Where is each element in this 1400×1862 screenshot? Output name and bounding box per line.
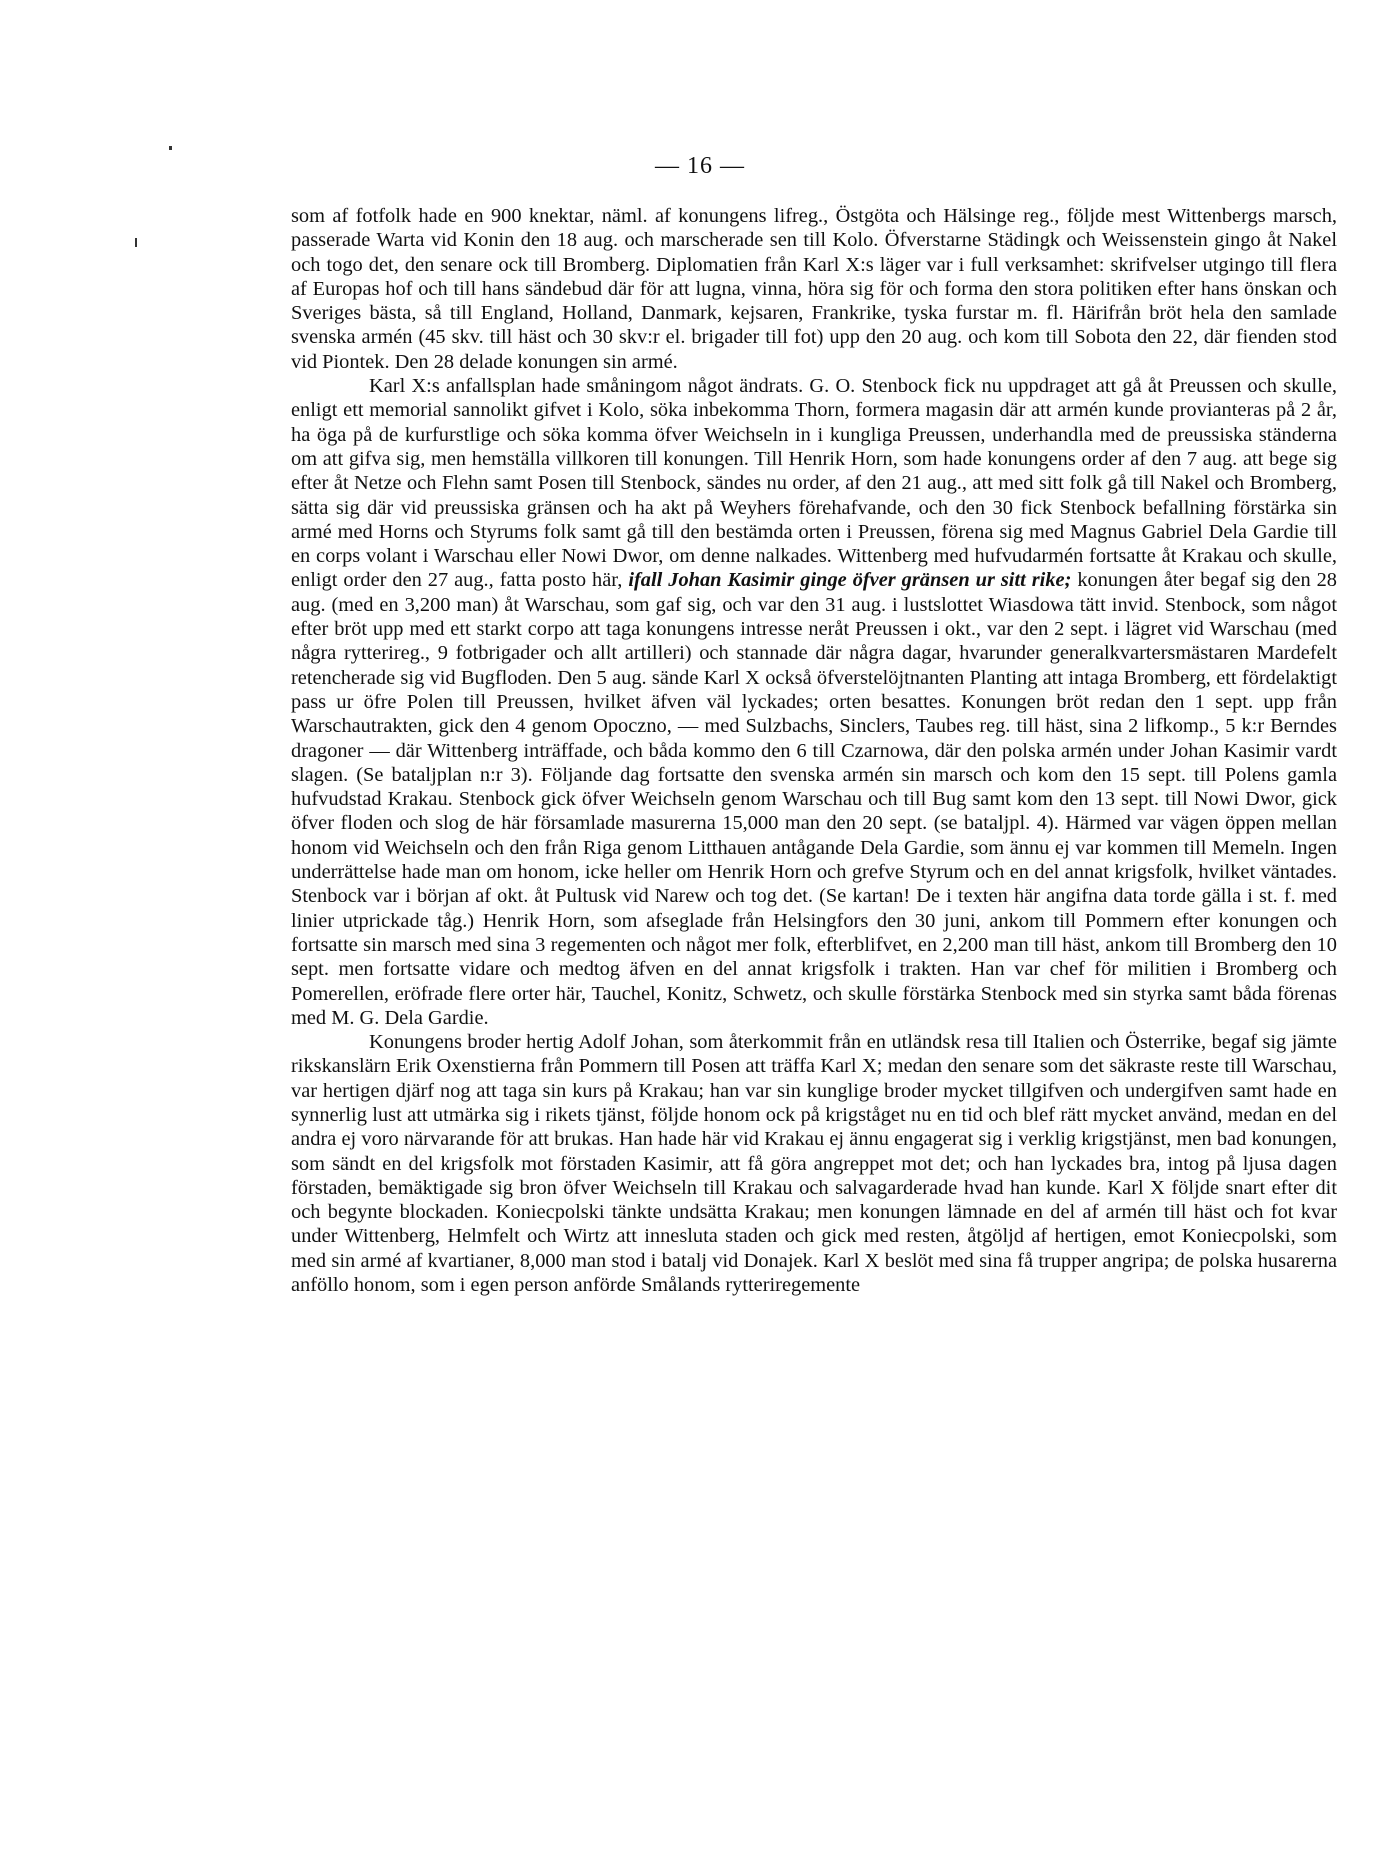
emphasized-phrase: ifall Johan Kasimir ginge öfver gränsen ur sitt rike; (628, 569, 1072, 592)
paragraph-text: Karl X:s anfallsplan hade småningom något ändrats. G. O. Stenbock fick nu uppdraget att gå åt Preussen och skulle, enligt ett memorial sannolikt gifvet i Kolo, söka inbekomma Thorn, formera magasin där att armén kunde provianteras på 2 år, ha öga på de kurfurstlige och söka komma öfver Weichseln in i kungliga Preussen, underhandla med de preussiska ständerna om att gifva sig, men hemställa villkoren till konungen. Till Henrik Horn, som hade konungens order af den 7 aug. att bege sig efter åt Netze och Flehn samt Posen till Stenbock, sändes nu order, af den 21 aug., att med sitt folk gå till Nakel och Bromberg, sätta sig där vid preussiska gränsen och ha akt på Weyhers förehafvande, och den 30 fick Stenbock befallning förstärka sin armé med Horns och Styrums folk samt gå till den bestämda orten i Preussen, förena sig med Magnus Gabriel Dela Gardie till en corps volant i Warschau eller Nowi Dwor, om denne nalkades. Wittenberg med hufvudarmén fortsatte åt Krakau och skulle, enligt order den 27 aug., fatta posto här, (291, 375, 1337, 592)
paragraph-text: konungen åter begaf sig den 28 aug. (med en 3,200 man) åt Warschau, som gaf sig, och var den 31 aug. i lustslottet Wiasdowa tätt invid. Stenbock, som något efter bröt upp med ett starkt corpo att taga konungens intresse neråt Preussen i okt., var den 2 sept. i lägret vid Warschau (med några rytterireg., 9 fotbrigader och allt artilleri) och stannade där några dagar, hvarunder generalkvartersmästaren Mardefelt retencherade sig vid Bugfloden. Den 5 aug. sände Karl X också öfverstelöjtnanten Planting att intaga Bromberg, ett fördelaktigt pass ur öfre Polen till Preussen, hvilket äfven väl lyckades; orten besattes. Konungen bröt redan den 1 sept. upp från Warschautrakten, gick den 4 genom Opoczno, — med Sulzbachs, Sinclers, Taubes reg. till häst, sina 2 lifkomp., 5 k:r Berndes dragoner — där Wittenberg inträffade, och båda kommo den 6 till Czarnowa, där den polska armén under Johan Kasimir vardt slagen. (Se bataljplan n:r 3). Följande dag fortsatte den svenska armén sin marsch och kom den 15 sept. till Polens gamla hufvudstad Krakau. Stenbock gick öfver Weichseln genom Warschau och till Bug samt kom den 13 sept. till Nowi Dwor, gick öfver floden och slog de här församlade masurerna 15,000 man den 20 sept. (se bataljpl. 4). Härmed var vägen öppen mellan honom vid Weichseln och den från Riga genom Litthauen antågande Dela Gardie, som ännu ej var kommen till Memeln. Ingen underrättelse hade man om honom, icke heller om Henrik Horn och grefve Styrum och en del annat krigsfolk, hvilket väntades. Stenbock var i början af okt. åt Pultusk vid Narew och tog det. (Se kartan! De i texten här angifna data torde gälla i st. f. med linier utprickade tåg.) Henrik Horn, som afseglade från Helsingfors den 30 juni, ankom till Pommern efter konungen och fortsatte sin marsch med sina 3 regementen och något mer folk, efterblifvet, en 2,200 man till häst, ankom till Bromberg den 10 sept. men fortsatte vidare och medtog äfven en del annat krigsfolk i trakten. Han var chef för militien i Bromberg och Pomerellen, eröfrade flere orter här, Tauchel, Konitz, Schwetz, och skulle förstärka Stenbock med sin styrka samt båda förenas med M. G. Dela Gardie. (291, 569, 1337, 1029)
paragraph-text: Konungens broder hertig Adolf Johan, som återkommit från en utländsk resa till Italien och Österrike, begaf sig jämte rikskanslärn Erik Oxenstierna från Pommern till Posen att träffa Karl X; medan den senare som det säkraste reste till Warschau, var hertigen djärf nog att taga sin kurs på Krakau; han var sin kunglige broder mycket tillgifven och undergifven samt hade en synnerlig lust att utmärka sig i rikets tjänst, följde honom ock på krigståget nu en tid och blef rätt mycket använd, medan en del andra ej voro närvarande för att brukas. Han hade här vid Krakau ej ännu engagerat sig i verklig krigstjänst, men bad konungen, som sändt en del krigsfolk mot förstaden Kasimir, att få göra angreppet mot det; och han lyckades bra, intog på ljusa dagen förstaden, bemäktigade sig bron öfver Weichseln till Krakau och salvagarderade hvad han kunde. Karl X följde snart efter dit och begynte blockaden. Koniecpolski tänkte undsätta Krakau; men konungen lämnade en del af armén till häst och fot kvar under Wittenberg, Helmfelt och Wirtz att innesluta staden och gick med resten, åtgöljd af hertigen, emot Koniecpolski, som med sin armé af kvartianer, 8,000 man stod i batalj vid Donajek. Karl X beslöt med sina få trupper angripa; de polska husarerna anföllo honom, som i egen person anförde Smålands rytteriregemente (291, 1031, 1337, 1297)
paragraph-2 (291, 374, 1337, 1030)
print-speck (135, 238, 137, 247)
paragraph-text: som af fotfolk hade en 900 knektar, näml. af konungens lifreg., Östgöta och Hälsinge reg., följde mest Wittenbergs marsch, passerade Warta vid Konin den 18 aug. och marscherade sen till Kolo. Öfverstarne Städingk och Weissenstein gingo åt Nakel och togo det, den senare ock till Bromberg. Diplomatien från Karl X:s läger var i full verksamhet: skrifvelser utgingo till flera af Europas hof och till hans sändebud där för att lugna, vinna, höra sig för och forma den stora politiken efter hans önskan och Sveriges bästa, så till England, Holland, Danmark, kejsaren, Frankrike, tyska furstar m. fl. Härifrån bröt hela den samlade svenska armén (45 skv. till häst och 30 skv:r el. brigader till fot) upp den 20 aug. och kom till Sobota den 22, där fienden stod vid Piontek. Den 28 delade konungen sin armé. (291, 205, 1337, 373)
paragraph-3 (291, 1030, 1337, 1297)
page-number: — 16 — (655, 153, 745, 179)
body-text (291, 204, 1337, 1297)
paragraph-1 (291, 204, 1337, 374)
print-speck (169, 146, 172, 150)
